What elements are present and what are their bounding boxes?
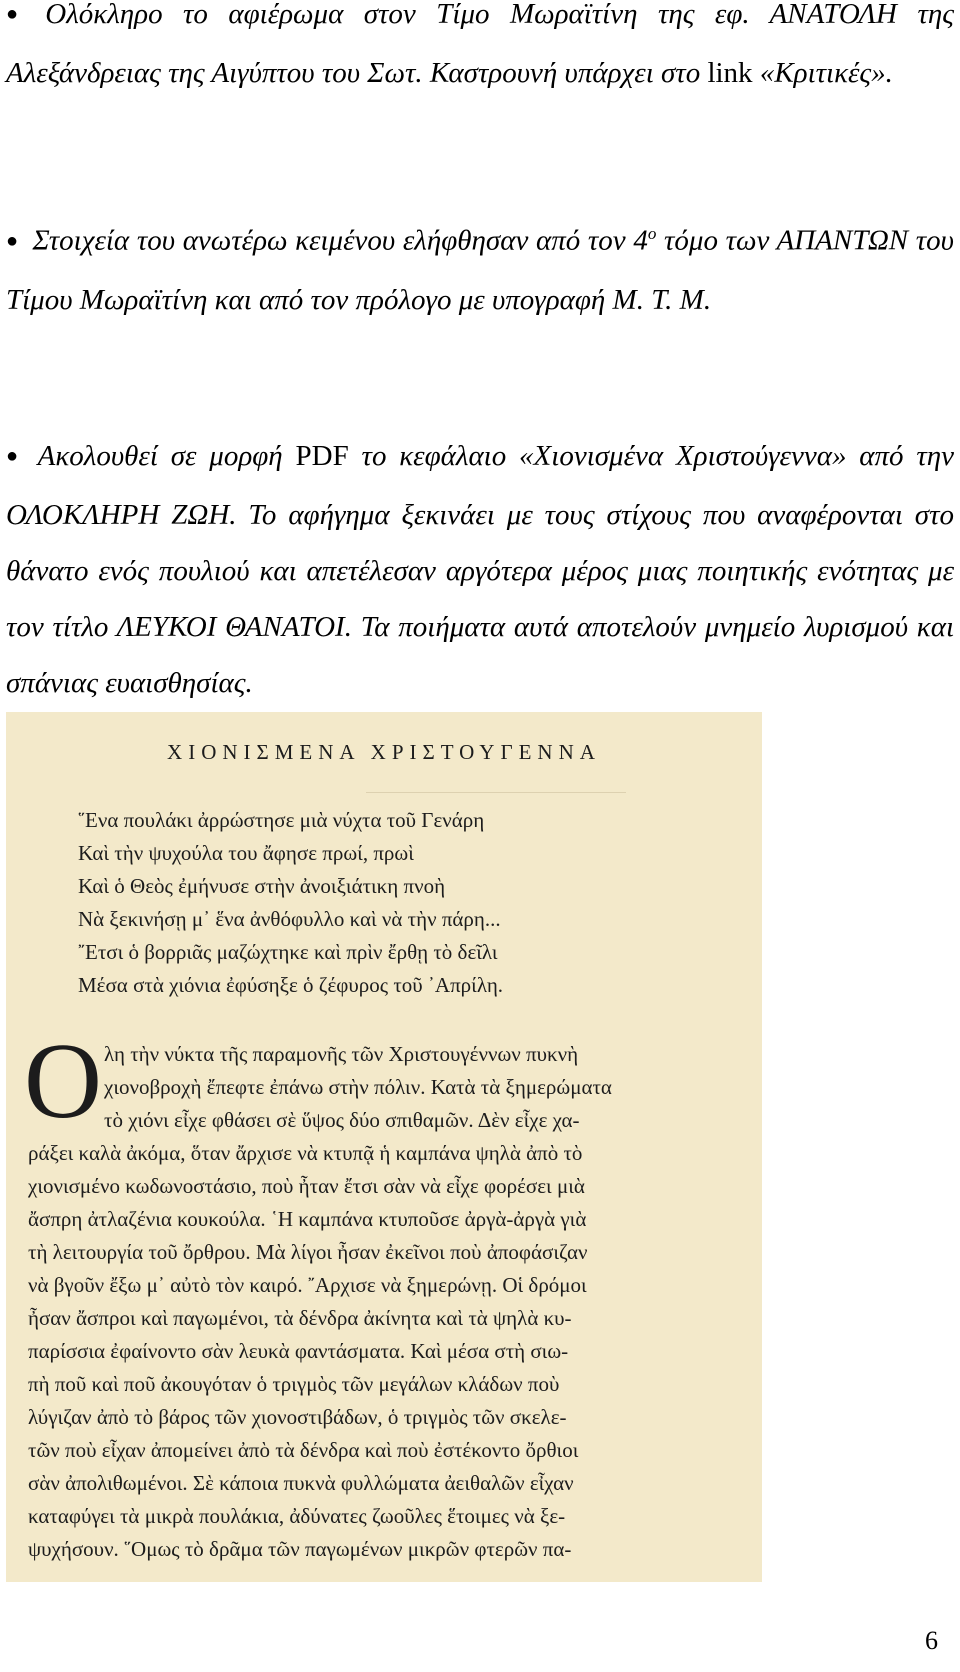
prose-line: λη τὴν νύκτα τῆς παραμονῆς τῶν Χριστουγέννων πυκνὴ xyxy=(104,1042,579,1066)
superscript: ο xyxy=(647,224,657,243)
bullet-paragraph-3: ● Ακολουθεί σε μορφή PDF το κεφάλαιο «Χιονισμένα Χριστούγεννα» από την ΟΛΟΚΛΗΡΗ ΖΩΗ. Το αφήγημα ξεκινάει με τους στίχους που αναφέρονται στο θάνατο ενός πουλιού και απετέλεσαν αργότερα μέρος μιας ποιητικής ενότητας με τον τίτλο ΛΕΥΚΟΙ ΘΑΝΑΤΟΙ. Τα ποιήματα αυτά αποτελούν μνημείο λυρισμού και σπάνιας ευαισθησίας. xyxy=(6,440,954,699)
prose-line: χιονοβροχὴ ἔπεφτε ἐπάνω στὴν πόλιν. Κατὰ τὰ ξημερώματα xyxy=(104,1075,612,1099)
bleed-through-line xyxy=(366,792,626,793)
prose-line: ἦσαν ἄσπροι καὶ παγωμένοι, τὰ δένδρα ἀκίνητα καὶ τὰ ψηλὰ κυ- xyxy=(28,1306,572,1330)
prose-line: τὴ λειτουργία τοῦ ὄρθρου. Μὰ λίγοι ἦσαν ἐκεῖνοι ποὺ ἀποφάσιζαν xyxy=(28,1240,588,1264)
prose-line: τὸ χιόνι εἶχε φθάσει σὲ ὕψος δύο σπιθαμῶν. Δὲν εἶχε χα- xyxy=(104,1108,580,1132)
scan-title: ΧΙΟΝΙΣΜΕΝΑ ΧΡΙΣΤΟΥΓΕΝΝΑ xyxy=(167,740,601,764)
prose-line: ράξει καλὰ ἀκόμα, ὅταν ἄρχισε νὰ κτυπᾷ ἡ καμπάνα ψηλὰ ἀπὸ τὸ xyxy=(28,1141,583,1165)
prose-line: ψυχήσουν. ῞Ομως τὸ δρᾶμα τῶν παγωμένων μικρῶν φτερῶν πα- xyxy=(28,1537,572,1561)
drop-cap: Ο xyxy=(24,1022,102,1141)
prose-line: λύγιζαν ἀπὸ τὸ βάρος τῶν χιονοστιβάδων, ὁ τριγμὸς τῶν σκελε- xyxy=(28,1405,567,1429)
bullet-paragraph-1: ● Ολόκληρο το αφιέρωμα στον Τίμο Μωραϊτίνη της εφ. ΑΝΑΤΟΛΗ της Αλεξάνδρειας της Αιγύπτου του Σωτ. Καστρουνή υπάρχει στο link «Κριτικές». xyxy=(6,0,954,89)
poem-line: Καὶ τὴν ψυχούλα του ἄφησε πρωί, πρωὶ xyxy=(78,841,414,865)
poem-line: Μέσα στὰ χιόνια ἐφύσηξε ὁ ζέφυρος τοῦ ᾿Απρίλη. xyxy=(78,973,504,997)
poem-line: ῎Ετσι ὁ βορριᾶς μαζώχτηκε καὶ πρὶν ἔρθῃ τὸ δεῖλι xyxy=(78,940,498,964)
poem-line: ῞Ενα πουλάκι ἀρρώστησε μιὰ νύχτα τοῦ Γενάρη xyxy=(78,808,485,832)
scanned-page-image xyxy=(6,712,762,1582)
pdf-word: PDF xyxy=(295,440,349,472)
prose-line: ἄσπρη ἀτλαζένια κουκούλα. ῾Η καμπάνα κτυποῦσε ἀργὰ-ἀργὰ γιὰ xyxy=(28,1207,587,1231)
link-word: link xyxy=(707,57,753,89)
prose-line: χιονισμένο κωδωνοστάσιο, ποὺ ἦταν ἔτσι σὰν νὰ εἶχε φορέσει μιὰ xyxy=(28,1174,585,1198)
poem xyxy=(78,804,503,1002)
poem-line: Καὶ ὁ Θεὸς ἐμήνυσε στὴν ἀνοιξιάτικη πνοὴ xyxy=(78,874,446,898)
prose xyxy=(28,1038,742,1566)
prose-line: παρίσσια ἐφαίνοντο σὰν λευκὰ φαντάσματα. Καὶ μέσα στὴ σιω- xyxy=(28,1339,569,1363)
bullet-paragraph-2: ● Στοιχεία του ανωτέρω κειμένου ελήφθησαν από τον $4^o$ τόμο των ΑΠΑΝΤΩΝ του Τίμου Μωραϊτίνη και από τον πρόλογο με υπογραφή Μ. Τ. Μ. xyxy=(6,224,954,316)
poem-line: Νὰ ξεκινήσῃ μ᾿ ἕνα ἀνθόφυλλο καὶ νὰ τὴν πάρη... xyxy=(78,907,501,931)
prose-line: σὰν ἀπολιθωμένοι. Σὲ κάποια πυκνὰ φυλλώματα ἀειθαλῶν εἶχαν xyxy=(28,1471,574,1495)
page-number: 6 xyxy=(925,1626,938,1655)
bullet-dot: ● xyxy=(6,445,24,467)
prose-line: καταφύγει τὰ μικρὰ πουλάκια, ἀδύνατες ζωοῦλες ἕτοιμες νὰ ξε- xyxy=(28,1504,566,1528)
prose-line: νὰ βγοῦν ἔξω μ᾿ αὐτὸ τὸν καιρό. ῎Αρχισε νὰ ξημερώνῃ. Οἱ δρόμοι xyxy=(28,1273,587,1297)
bullet-dot: ● xyxy=(6,229,19,252)
prose-line: πὴ ποῦ καὶ ποῦ ἀκουγόταν ὁ τριγμὸς τῶν μεγάλων κλάδων ποὺ xyxy=(28,1372,560,1396)
bullet-dot: ● xyxy=(6,3,32,25)
prose-line: τῶν ποὺ εἶχαν ἀπομείνει ἀπὸ τὰ δένδρα καὶ ποὺ ἐστέκοντο ὄρθιοι xyxy=(28,1438,579,1462)
